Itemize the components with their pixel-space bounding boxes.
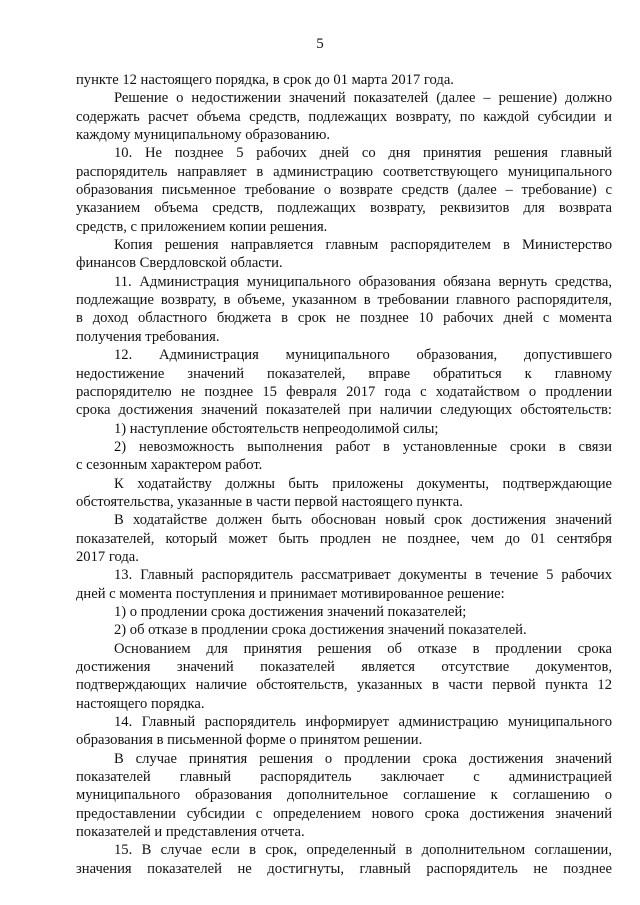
text-line: 12. Администрация муниципального образования, допустившего (114, 347, 612, 364)
text-line: 13. Главный распорядитель рассматривает документы в течение 5 рабочих (114, 567, 612, 584)
text-line: получения требования. (76, 328, 220, 345)
text-line: образования в письменной форме о принятом решении. (76, 732, 423, 749)
text-line: К ходатайству должны быть приложены документы, подтверждающие (114, 475, 612, 492)
text-line: 14. Главный распорядитель информирует администрацию муниципального (114, 714, 612, 731)
text-line: финансов Свердловской области. (76, 255, 283, 272)
text-line: В ходатайстве должен быть обоснован новый срок достижения значений (114, 512, 612, 529)
text-line: 2017 года. (76, 548, 139, 565)
page-number: 5 (316, 36, 324, 52)
text-line: средств, с приложением копии решения. (76, 218, 328, 235)
text-line: настоящего порядка. (76, 695, 205, 712)
text-line: подтверждающих наличие обстоятельств, указанных в части первой пункта 12 (76, 677, 612, 694)
text-line: 2) об отказе в продлении срока достижения значений показателей. (114, 622, 527, 639)
text-line: показателей, который может быть продлен не позднее, чем до 01 сентября (76, 530, 612, 547)
text-line: муниципального образования дополнительное соглашение к соглашению о (76, 787, 612, 804)
text-line: 1) о продлении срока достижения значений показателей; (114, 603, 467, 620)
text-line: достижения значений показателей является отсутствие документов, (76, 659, 612, 675)
text-line: распорядителю не позднее 15 февраля 2017 года с ходатайством о продлении (76, 383, 612, 400)
text-line: подлежащие возврату, в объеме, указанном в требовании главного распорядителя, (76, 292, 612, 309)
text-line: пункте 12 настоящего порядка, в срок до 01 марта 2017 года. (76, 72, 454, 88)
text-line: 11. Администрация муниципального образования обязана вернуть средства, (114, 273, 612, 290)
document-body (76, 71, 612, 878)
text-line: В случае принятия решения о продлении срока достижения значений (114, 750, 612, 767)
text-line: недостижение значений показателей, вправе обратиться к главному (76, 365, 612, 382)
text-line: с сезонным характером работ. (76, 457, 263, 474)
text-line: Основанием для принятия решения об отказе в продлении срока (114, 640, 612, 657)
text-line: Копия решения направляется главным распорядителем в Министерство (114, 237, 612, 254)
text-line: 15. В случае если в срок, определенный в дополнительном соглашении, (114, 842, 612, 859)
text-line: каждому муниципальному образованию. (76, 127, 331, 144)
text-line: срока достижения значений показателей при наличии следующих обстоятельств: (76, 402, 612, 419)
text-line: указанием объема средств, подлежащих возврату, реквизитов для возврата (76, 200, 612, 217)
text-line: показателей главный распорядитель заключает с администрацией (76, 769, 612, 786)
text-line: Решение о недостижении значений показателей (далее – решение) должно (114, 90, 612, 107)
text-line: 10. Не позднее 5 рабочих дней со дня принятия решения главный (114, 145, 612, 162)
text-line: в доход областного бюджета в срок не позднее 10 рабочих дней с момента (76, 310, 612, 327)
text-line: 1) наступление обстоятельств непреодолимой силы; (114, 420, 439, 437)
text-line: 2) невозможность выполнения работ в установленные сроки в связи (114, 438, 612, 455)
text-line: дней с момента поступления и принимает мотивированное решение: (76, 585, 505, 602)
text-line: предоставлении субсидии с определением нового срока достижения значений (76, 805, 612, 822)
text-line: содержать расчет объема средств, подлежащих возврату, по каждой субсидии и (76, 108, 612, 125)
text-line: значения показателей не достигнуты, главный распорядитель не позднее (76, 860, 612, 877)
text-line: образования письменное требование о возврате средств (далее – требование) с (76, 182, 612, 199)
text-line: обстоятельства, указанные в части первой настоящего пункта. (76, 493, 463, 510)
text-line: распорядитель направляет в администрацию соответствующего муниципального (76, 163, 612, 180)
text-line: показателей и представления отчета. (76, 824, 305, 841)
